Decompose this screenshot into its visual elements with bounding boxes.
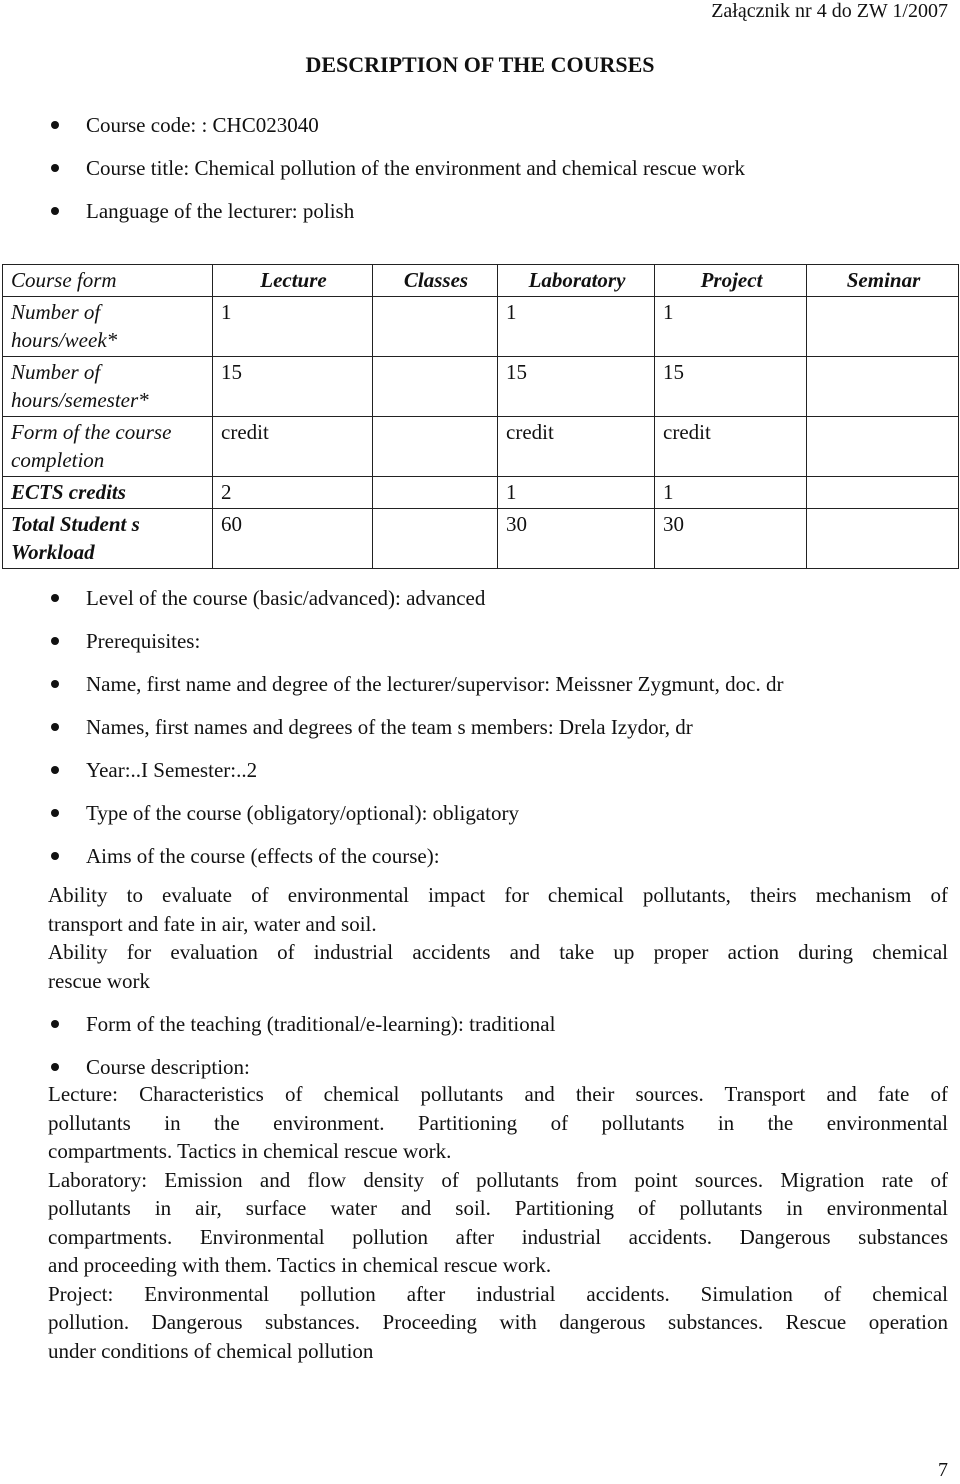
table-cell: credit (655, 417, 807, 477)
description-line: under conditions of chemical pollution (48, 1338, 374, 1363)
course-level: Level of the course (basic/advanced): advanced (48, 585, 948, 628)
table-header-classes: Classes (373, 265, 498, 297)
table-cell: 15 (655, 357, 807, 417)
course-details-list (48, 585, 948, 886)
table-header-seminar: Seminar (807, 265, 959, 297)
table-cell: 15 (498, 357, 655, 417)
table-header-row (3, 265, 959, 297)
table-cell (373, 357, 498, 417)
table-header-project: Project (655, 265, 807, 297)
page-number: 7 (938, 1459, 948, 1481)
table-cell (807, 509, 959, 569)
table-row (3, 357, 959, 417)
description-heading: Course description: (48, 1054, 948, 1097)
document-title: DESCRIPTION OF THE COURSES (305, 52, 655, 77)
table-cell (807, 477, 959, 509)
table-cell: 15 (213, 357, 373, 417)
table-row (3, 297, 959, 357)
aims-line: rescue work (48, 968, 151, 993)
table-row (3, 509, 959, 569)
description-line: compartments. Tactics in chemical rescue work. (48, 1139, 452, 1163)
annex-reference: Załącznik nr 4 do ZW 1/2007 (711, 0, 948, 22)
table-cell (373, 509, 498, 569)
table-cell: 1 (498, 297, 655, 357)
table-header-lecture: Lecture (213, 265, 373, 297)
aims-paragraph (48, 881, 948, 995)
table-cell: credit (213, 417, 373, 477)
course-info-list (48, 112, 948, 241)
course-description (48, 1080, 948, 1365)
table-cell: 30 (655, 509, 807, 569)
course-form-table (2, 264, 959, 569)
row-label-hours-semester: Number of hours/semester* (3, 357, 213, 417)
table-cell (373, 477, 498, 509)
course-type: Type of the course (obligatory/optional): obligatory (48, 800, 948, 843)
table-cell (807, 417, 959, 477)
description-line: pollutants in air, surface water and soil. Partitioning of pollutants in environmental (48, 1196, 948, 1220)
aims-heading: Aims of the course (effects of the course): (48, 843, 948, 886)
aims-line: Ability for evaluation of industrial accidents and take up proper action during chemical (48, 940, 948, 964)
course-title: Course title: Chemical pollution of the environment and chemical rescue work (48, 155, 948, 198)
row-label-completion: Form of the course completion (3, 417, 213, 477)
row-label-workload: Total Student s Workload (3, 509, 213, 569)
table-cell: 60 (213, 509, 373, 569)
description-line: Laboratory: Emission and flow density of pollutants from point sources. Migration rate of (48, 1167, 948, 1192)
table-header-laboratory: Laboratory (498, 265, 655, 297)
table-cell (807, 297, 959, 357)
table-cell: 1 (655, 477, 807, 509)
aims-line: transport and fate in air, water and soil. (48, 911, 377, 936)
description-line: Lecture: Characteristics of chemical pollutants and their sources. Transport and fate of (48, 1082, 948, 1106)
year-semester: Year:..I Semester:..2 (48, 757, 948, 800)
aims-line: Ability to evaluate of environmental impact for chemical pollutants, theirs mechanism of (48, 883, 948, 907)
table-cell: credit (498, 417, 655, 477)
table-cell: 2 (213, 477, 373, 509)
row-label-ects: ECTS credits (3, 477, 213, 509)
description-line: and proceeding with them. Tactics in chemical rescue work. (48, 1253, 552, 1277)
table-cell: 1 (655, 297, 807, 357)
table-cell: 1 (213, 297, 373, 357)
table-row (3, 477, 959, 509)
table-cell (373, 297, 498, 357)
description-line: pollutants in the environment. Partitioning of pollutants in the environmental (48, 1110, 948, 1135)
table-cell: 1 (498, 477, 655, 509)
prerequisites: Prerequisites: (48, 628, 948, 671)
description-line: compartments. Environmental pollution after industrial accidents. Dangerous substances (48, 1224, 948, 1249)
table-cell (373, 417, 498, 477)
team-members: Names, first names and degrees of the team s members: Drela Izydor, dr (48, 714, 948, 757)
description-line: pollution. Dangerous substances. Proceeding with dangerous substances. Rescue operation (48, 1310, 948, 1334)
table-cell (807, 357, 959, 417)
course-code: Course code: : CHC023040 (48, 112, 948, 155)
lecture-language: Language of the lecturer: polish (48, 198, 948, 241)
lecturer: Name, first name and degree of the lecturer/supervisor: Meissner Zygmunt, doc. dr (48, 671, 948, 714)
table-cell: 30 (498, 509, 655, 569)
teaching-form-list (48, 1011, 948, 1054)
row-label-hours-week: Number of hours/week* (3, 297, 213, 357)
table-header-course-form: Course form (3, 265, 213, 297)
description-line: Project: Environmental pollution after industrial accidents. Simulation of chemical (48, 1281, 948, 1306)
teaching-form: Form of the teaching (traditional/e-learning): traditional (48, 1011, 948, 1054)
table-row (3, 417, 959, 477)
